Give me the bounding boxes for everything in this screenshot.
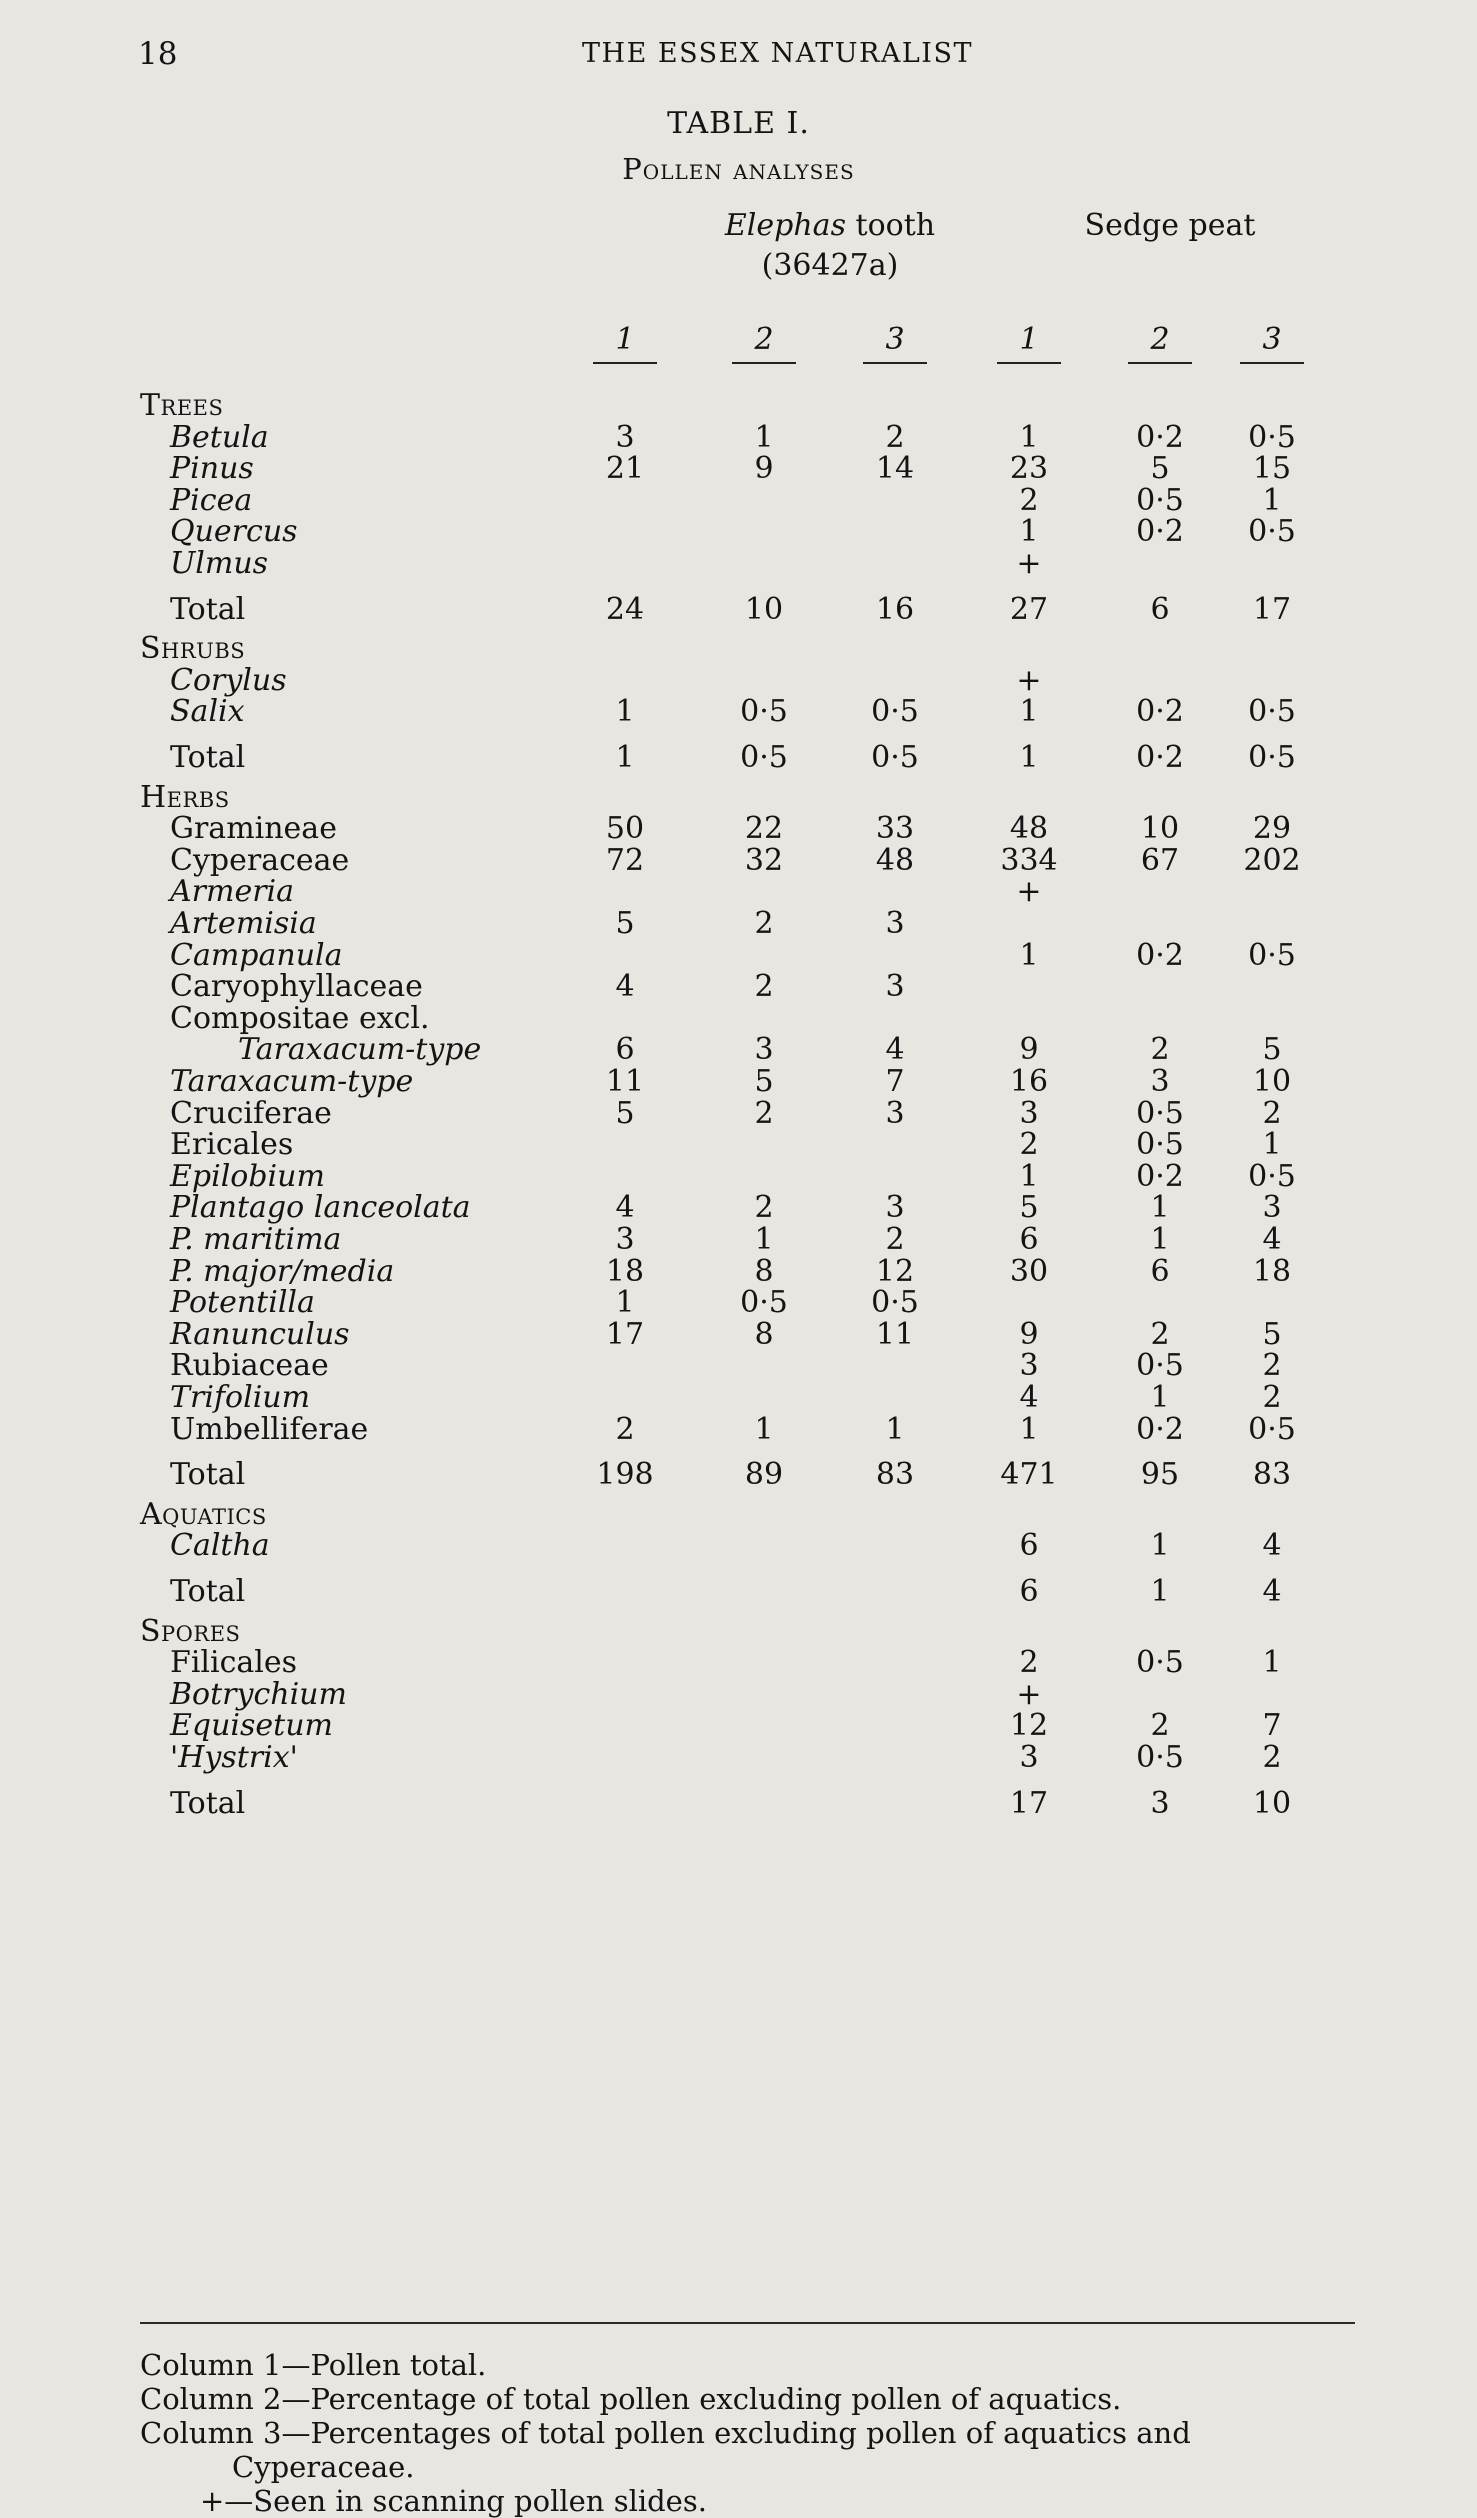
row-label: Ericales: [170, 1127, 294, 1162]
row-label: Taraxacum-type: [170, 1064, 414, 1099]
cell-value: 3: [1150, 1064, 1170, 1099]
cell-value: 5: [615, 1096, 635, 1131]
note-column-2: Column 2—Percentage of total pollen excluding pollen of aquatics.: [140, 2382, 1122, 2416]
column-number: 3: [885, 322, 905, 357]
cell-value: 0·5: [1136, 1645, 1184, 1680]
row-label: Herbs: [140, 780, 230, 815]
cell-value: 1: [1019, 420, 1039, 455]
taxon-row-equisetum: [0, 1710, 1477, 1742]
cell-value: 11: [605, 1064, 645, 1099]
column-number: 1: [1019, 322, 1039, 357]
cell-value: 4: [615, 969, 635, 1004]
cell-value: 30: [1009, 1254, 1049, 1289]
row-label: Cruciferae: [170, 1096, 332, 1131]
cell-value: 17: [1009, 1786, 1049, 1821]
row-label: Campanula: [170, 938, 343, 973]
cell-value: 3: [1150, 1786, 1170, 1821]
taxon-row-caltha: [0, 1530, 1477, 1562]
cell-value: 5: [1019, 1190, 1039, 1225]
row-label: Spores: [140, 1614, 241, 1649]
taxon-row-corylus: [0, 665, 1477, 697]
row-label: Plantago lanceolata: [170, 1190, 471, 1225]
cell-value: +: [1016, 663, 1042, 698]
cell-value: 2: [754, 1096, 774, 1131]
cell-value: 0·5: [1248, 694, 1296, 729]
row-label: Ranunculus: [170, 1317, 350, 1352]
row-label: P. major/media: [170, 1254, 395, 1289]
taxon-row-quercus: [0, 516, 1477, 548]
cell-value: 3: [615, 1222, 635, 1257]
note-plus-sign: +—Seen in scanning pollen slides.: [200, 2484, 707, 2518]
row-label: Umbelliferae: [170, 1412, 369, 1447]
cell-value: 1: [615, 1285, 635, 1320]
category-row-trees: [0, 390, 1477, 422]
row-label: Rubiaceae: [170, 1348, 329, 1383]
cell-value: 72: [605, 843, 645, 878]
row-label: Caryophyllaceae: [170, 969, 423, 1004]
total-row: [0, 1788, 1477, 1820]
row-label: Aquatics: [140, 1497, 267, 1532]
cell-value: 0·2: [1136, 1412, 1184, 1447]
taxon-row-hystrix: [0, 1742, 1477, 1774]
row-label: Picea: [170, 483, 253, 518]
table-subtitle: Pollen analyses: [622, 152, 855, 186]
cell-value: 0·2: [1136, 420, 1184, 455]
cell-value: 7: [885, 1064, 905, 1099]
cell-value: 33: [875, 811, 915, 846]
taxon-row-taraxacum-type: [0, 1066, 1477, 1098]
cell-value: 0·5: [1248, 740, 1296, 775]
category-row-herbs: [0, 782, 1477, 814]
row-label: Total: [170, 1574, 246, 1609]
row-label: Taraxacum-type: [238, 1032, 482, 1067]
row-label: Potentilla: [170, 1285, 315, 1320]
cell-value: 3: [1019, 1348, 1039, 1383]
cell-value: 1: [1019, 694, 1039, 729]
column-group-elephas-tooth: [620, 206, 1040, 286]
cell-value: 1: [1262, 1127, 1282, 1162]
cell-value: 2: [1150, 1032, 1170, 1067]
row-label: Pinus: [170, 451, 254, 486]
taxon-row-filicales: [0, 1647, 1477, 1679]
cell-value: 22: [744, 811, 784, 846]
elephas-sample-code: (36427a): [761, 248, 899, 283]
cell-value: 83: [875, 1457, 915, 1492]
total-row: [0, 1576, 1477, 1608]
cell-value: 1: [754, 420, 774, 455]
page-header: [138, 36, 1417, 86]
cell-value: 3: [1019, 1740, 1039, 1775]
cell-value: 0·5: [1248, 938, 1296, 973]
cell-value: 1: [885, 1412, 905, 1447]
cell-value: 21: [605, 451, 645, 486]
cell-value: 0·5: [1248, 514, 1296, 549]
taxon-row-compositae-excl: [0, 1003, 1477, 1035]
taxon-row-ranunculus: [0, 1319, 1477, 1351]
cell-value: 0·5: [1136, 1740, 1184, 1775]
note-column-3: Column 3—Percentages of total pollen excluding pollen of aquatics and: [140, 2416, 1191, 2450]
cell-value: 16: [1009, 1064, 1049, 1099]
cell-value: 0·5: [871, 694, 919, 729]
cell-value: 2: [1019, 483, 1039, 518]
cell-value: 0·5: [1248, 1412, 1296, 1447]
cell-value: 3: [1019, 1096, 1039, 1131]
cell-value: 3: [885, 1096, 905, 1131]
cell-value: 50: [605, 811, 645, 846]
taxon-row-epilobium: [0, 1161, 1477, 1193]
taxon-row-caryophyllaceae: [0, 971, 1477, 1003]
cell-value: 5: [1262, 1032, 1282, 1067]
column-number-underline: [732, 362, 796, 364]
row-label: Botrychium: [170, 1677, 347, 1712]
row-label: Trifolium: [170, 1380, 311, 1415]
cell-value: 0·5: [1248, 1159, 1296, 1194]
cell-value: 1: [1150, 1222, 1170, 1257]
cell-value: 1: [1019, 1412, 1039, 1447]
cell-value: 7: [1262, 1708, 1282, 1743]
row-label: Compositae excl.: [170, 1001, 430, 1036]
column-number-underline: [1128, 362, 1192, 364]
cell-value: 1: [1019, 514, 1039, 549]
cell-value: +: [1016, 1677, 1042, 1712]
taxon-row-gramineae: [0, 813, 1477, 845]
row-label: Filicales: [170, 1645, 298, 1680]
table-title: TABLE I.: [667, 106, 810, 141]
taxon-row-campanula: [0, 940, 1477, 972]
cell-value: 9: [1019, 1032, 1039, 1067]
cell-value: 9: [754, 451, 774, 486]
category-row-aquatics: [0, 1499, 1477, 1531]
row-label: Shrubs: [140, 631, 246, 666]
cell-value: 2: [885, 1222, 905, 1257]
elephas-name: Elephas: [724, 208, 846, 243]
row-label: Equisetum: [170, 1708, 333, 1743]
cell-value: 5: [1262, 1317, 1282, 1352]
taxon-row-plantago-lanceolata: [0, 1192, 1477, 1224]
cell-value: 1: [615, 694, 635, 729]
cell-value: 1: [754, 1222, 774, 1257]
taxon-row-potentilla: [0, 1287, 1477, 1319]
cell-value: 6: [1019, 1528, 1039, 1563]
column-group-sedge-peat: Sedge peat: [1084, 208, 1256, 243]
taxon-row-taraxacum-type: [0, 1034, 1477, 1066]
row-label: Epilobium: [170, 1159, 325, 1194]
cell-value: 6: [1019, 1222, 1039, 1257]
row-label: Betula: [170, 420, 269, 455]
cell-value: 1: [1019, 740, 1039, 775]
cell-value: 3: [885, 969, 905, 1004]
taxon-row-rubiaceae: [0, 1350, 1477, 1382]
row-label: Cyperaceae: [170, 843, 350, 878]
running-title: THE ESSEX NATURALIST: [582, 38, 973, 69]
cell-value: 2: [1150, 1317, 1170, 1352]
cell-value: 2: [754, 1190, 774, 1225]
taxon-row-trifolium: [0, 1382, 1477, 1414]
note-column-3-continued: Cyperaceae.: [232, 2450, 415, 2484]
cell-value: 8: [754, 1317, 774, 1352]
cell-value: 11: [875, 1317, 915, 1352]
cell-value: 0·5: [1136, 1348, 1184, 1383]
cell-value: 3: [754, 1032, 774, 1067]
taxon-row-cruciferae: [0, 1098, 1477, 1130]
taxon-row-picea: [0, 485, 1477, 517]
cell-value: 10: [744, 592, 784, 627]
cell-value: 27: [1009, 592, 1049, 627]
cell-value: 48: [875, 843, 915, 878]
category-row-spores: [0, 1616, 1477, 1648]
taxon-row-armeria: [0, 876, 1477, 908]
column-number-row: [0, 324, 1477, 356]
cell-value: 17: [1252, 592, 1292, 627]
cell-value: 1: [1150, 1380, 1170, 1415]
cell-value: 5: [615, 906, 635, 941]
cell-value: 2: [1150, 1708, 1170, 1743]
taxon-row-ulmus: [0, 548, 1477, 580]
taxon-row-ericales: [0, 1129, 1477, 1161]
cell-value: 2: [754, 969, 774, 1004]
cell-value: 2: [615, 1412, 635, 1447]
column-number-underline: [593, 362, 657, 364]
cell-value: 8: [754, 1254, 774, 1289]
cell-value: 0·2: [1136, 740, 1184, 775]
cell-value: 2: [754, 906, 774, 941]
cell-value: 1: [1150, 1190, 1170, 1225]
cell-value: 3: [1262, 1190, 1282, 1225]
cell-value: 6: [1150, 592, 1170, 627]
cell-value: 83: [1252, 1457, 1292, 1492]
row-label: Total: [170, 1457, 246, 1492]
row-label: Total: [170, 740, 246, 775]
cell-value: 12: [875, 1254, 915, 1289]
taxon-row-p-major-media: [0, 1256, 1477, 1288]
cell-value: 10: [1140, 811, 1180, 846]
cell-value: 1: [615, 740, 635, 775]
cell-value: 4: [885, 1032, 905, 1067]
cell-value: 2: [1262, 1348, 1282, 1383]
cell-value: 0·2: [1136, 514, 1184, 549]
column-number: 2: [1150, 322, 1170, 357]
cell-value: 9: [1019, 1317, 1039, 1352]
row-label: Caltha: [170, 1528, 270, 1563]
cell-value: 198: [596, 1457, 654, 1492]
cell-value: 17: [605, 1317, 645, 1352]
cell-value: +: [1016, 874, 1042, 909]
row-label: Total: [170, 592, 246, 627]
cell-value: 1: [1019, 938, 1039, 973]
cell-value: 1: [1150, 1528, 1170, 1563]
column-number: 3: [1262, 322, 1282, 357]
cell-value: 0·2: [1136, 1159, 1184, 1194]
cell-value: 2: [1262, 1096, 1282, 1131]
row-label: Salix: [170, 694, 245, 729]
row-label: Ulmus: [170, 546, 269, 581]
cell-value: 2: [1019, 1127, 1039, 1162]
taxon-row-p-maritima: [0, 1224, 1477, 1256]
cell-value: 4: [615, 1190, 635, 1225]
row-label: Armeria: [170, 874, 295, 909]
cell-value: 15: [1252, 451, 1292, 486]
cell-value: 10: [1252, 1064, 1292, 1099]
cell-value: 6: [615, 1032, 635, 1067]
row-label: Artemisia: [170, 906, 317, 941]
row-label: Quercus: [170, 514, 298, 549]
cell-value: 14: [875, 451, 915, 486]
row-label: Total: [170, 1786, 246, 1821]
cell-value: 1: [1262, 483, 1282, 518]
cell-value: 0·5: [871, 1285, 919, 1320]
page-number: 18: [138, 36, 178, 72]
cell-value: 4: [1262, 1528, 1282, 1563]
cell-value: 1: [754, 1412, 774, 1447]
cell-value: 89: [744, 1457, 784, 1492]
cell-value: 2: [1262, 1380, 1282, 1415]
cell-value: 3: [885, 906, 905, 941]
elephas-rest: tooth: [855, 208, 936, 243]
cell-value: 3: [615, 420, 635, 455]
column-number-underline: [863, 362, 927, 364]
row-label: Trees: [140, 388, 224, 423]
cell-value: 471: [1000, 1457, 1058, 1492]
cell-value: 1: [1150, 1574, 1170, 1609]
cell-value: 24: [605, 592, 645, 627]
cell-value: 2: [1262, 1740, 1282, 1775]
cell-value: 18: [605, 1254, 645, 1289]
cell-value: 48: [1009, 811, 1049, 846]
cell-value: 29: [1252, 811, 1292, 846]
cell-value: 18: [1252, 1254, 1292, 1289]
taxon-row-pinus: [0, 453, 1477, 485]
taxon-row-umbelliferae: [0, 1414, 1477, 1446]
total-row: [0, 1459, 1477, 1491]
row-label: Corylus: [170, 663, 287, 698]
cell-value: 2: [1019, 1645, 1039, 1680]
row-label: 'Hystrix': [170, 1740, 298, 1775]
row-label: P. maritima: [170, 1222, 342, 1257]
table-bottom-rule: [140, 2322, 1355, 2324]
total-row: [0, 594, 1477, 626]
cell-value: 2: [885, 420, 905, 455]
cell-value: 0·5: [1136, 1096, 1184, 1131]
cell-value: 1: [1019, 1159, 1039, 1194]
cell-value: 202: [1243, 843, 1301, 878]
cell-value: 0·5: [1136, 1127, 1184, 1162]
cell-value: 334: [1000, 843, 1058, 878]
cell-value: 4: [1262, 1574, 1282, 1609]
cell-value: 12: [1009, 1708, 1049, 1743]
note-column-1: Column 1—Pollen total.: [140, 2348, 487, 2382]
total-row: [0, 742, 1477, 774]
cell-value: 32: [744, 843, 784, 878]
cell-value: 0·2: [1136, 938, 1184, 973]
taxon-row-artemisia: [0, 908, 1477, 940]
taxon-row-salix: [0, 696, 1477, 728]
cell-value: 0·5: [871, 740, 919, 775]
cell-value: 3: [885, 1190, 905, 1225]
cell-value: +: [1016, 546, 1042, 581]
cell-value: 23: [1009, 451, 1049, 486]
cell-value: 5: [1150, 451, 1170, 486]
cell-value: 0·2: [1136, 694, 1184, 729]
cell-value: 5: [754, 1064, 774, 1099]
cell-value: 0·5: [1136, 483, 1184, 518]
cell-value: 67: [1140, 843, 1180, 878]
cell-value: 0·5: [740, 740, 788, 775]
taxon-row-botrychium: [0, 1679, 1477, 1711]
cell-value: 0·5: [1248, 420, 1296, 455]
cell-value: 4: [1262, 1222, 1282, 1257]
column-number-underline: [1240, 362, 1304, 364]
cell-value: 1: [1262, 1645, 1282, 1680]
column-number: 2: [754, 322, 774, 357]
cell-value: 0·5: [740, 694, 788, 729]
cell-value: 6: [1019, 1574, 1039, 1609]
column-number: 1: [615, 322, 635, 357]
category-row-shrubs: [0, 633, 1477, 665]
cell-value: 10: [1252, 1786, 1292, 1821]
cell-value: 4: [1019, 1380, 1039, 1415]
row-label: Gramineae: [170, 811, 337, 846]
column-number-underline: [997, 362, 1061, 364]
cell-value: 95: [1140, 1457, 1180, 1492]
taxon-row-cyperaceae: [0, 845, 1477, 877]
cell-value: 0·5: [740, 1285, 788, 1320]
cell-value: 16: [875, 592, 915, 627]
cell-value: 6: [1150, 1254, 1170, 1289]
taxon-row-betula: [0, 422, 1477, 454]
